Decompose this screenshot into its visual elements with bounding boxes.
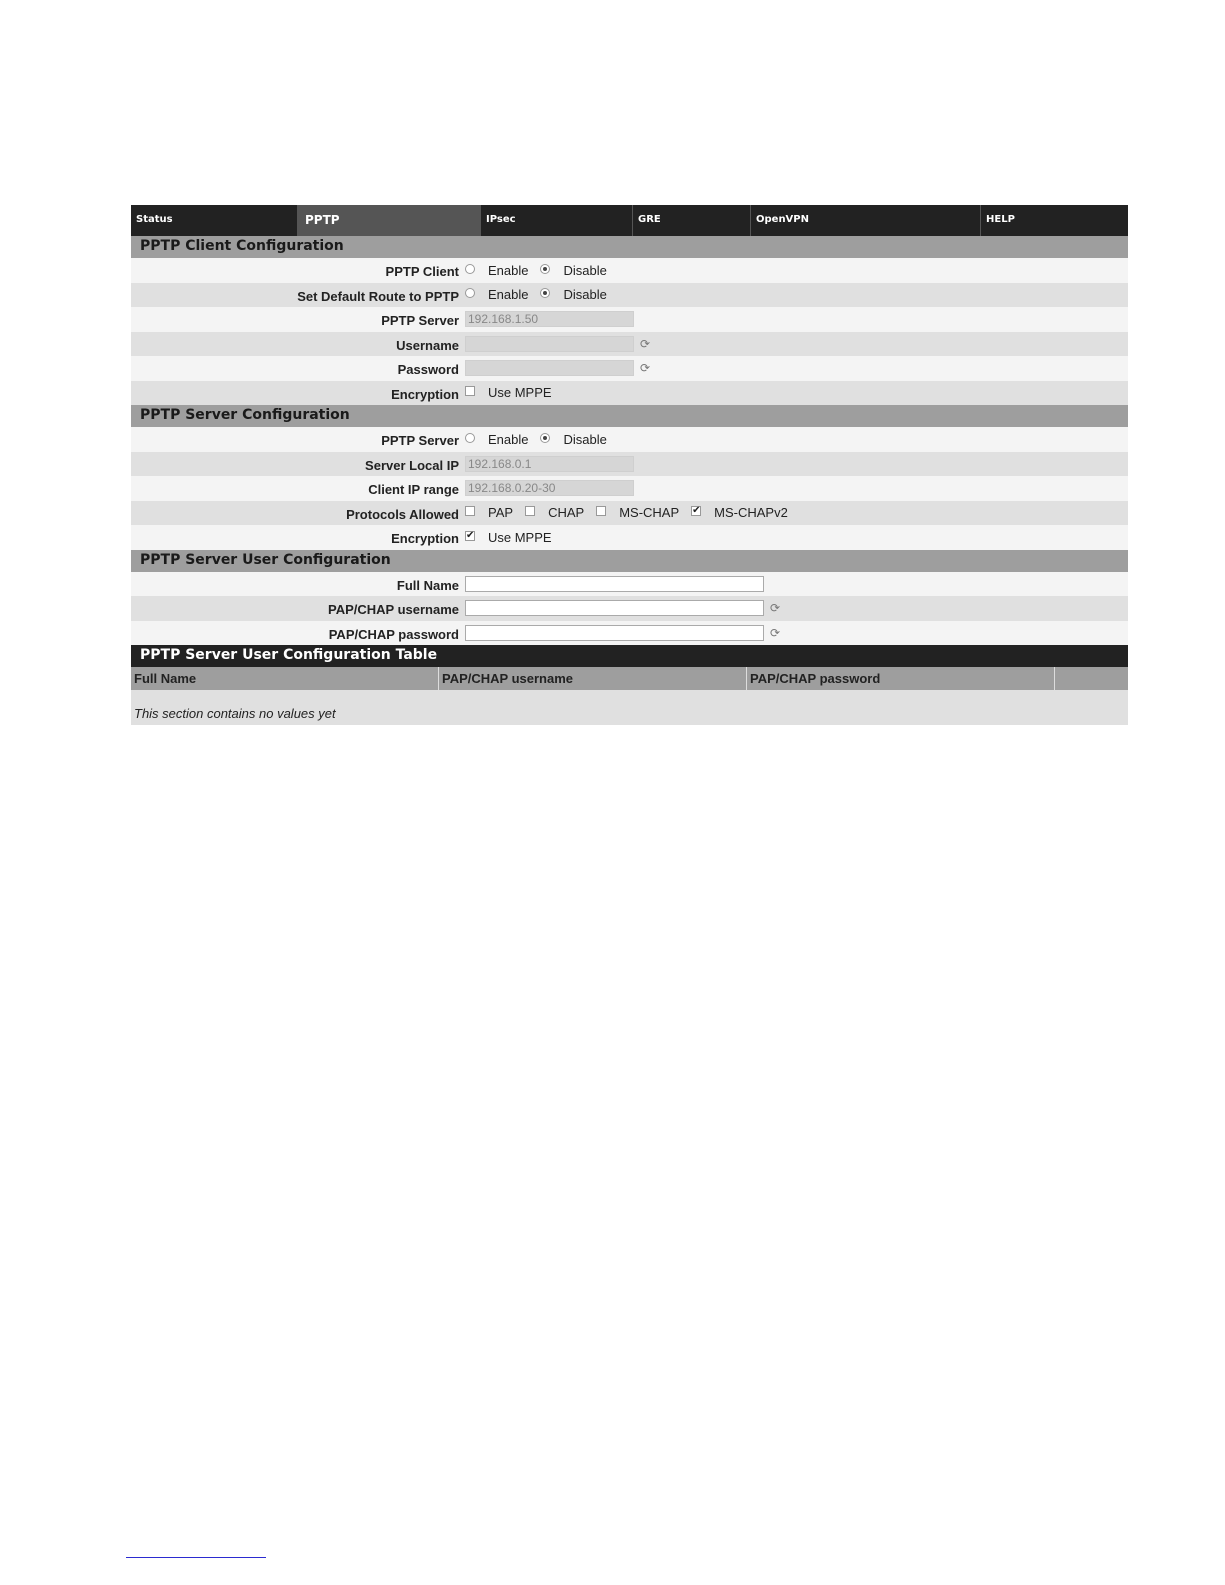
pptp-client-disable-text: Disable xyxy=(563,262,607,278)
default-route-disable-radio[interactable] xyxy=(540,288,550,298)
column-username: PAP/CHAP username xyxy=(439,667,747,690)
pap-chap-username-row xyxy=(131,596,1128,621)
pptp-client-section-header: PPTP Client Configuration xyxy=(131,236,1128,258)
tab-bar xyxy=(131,205,1128,236)
full-name-input[interactable] xyxy=(465,576,764,592)
tab-gre[interactable]: GRE xyxy=(633,205,751,236)
pptp-client-enable-radio[interactable] xyxy=(465,264,475,274)
client-use-mppe-checkbox[interactable] xyxy=(465,386,475,396)
full-name-label: Full Name xyxy=(396,577,459,593)
table-empty-message: This section contains no values yet xyxy=(131,690,1128,725)
tab-help[interactable]: HELP xyxy=(986,214,1015,225)
client-password-label: Password xyxy=(397,362,459,377)
pptp-client-label: PPTP Client xyxy=(385,264,459,279)
column-actions xyxy=(1055,667,1128,690)
client-username-row xyxy=(131,332,1128,357)
ms-chap-text: MS-CHAP xyxy=(619,505,680,520)
server-encryption-label: Encryption xyxy=(391,531,459,546)
client-encryption-row xyxy=(131,381,1128,406)
refresh-icon[interactable]: ⟳ xyxy=(770,601,781,615)
default-route-enable-text: Enable xyxy=(488,287,529,302)
client-username-input[interactable] xyxy=(465,336,634,352)
default-route-enable-radio[interactable] xyxy=(465,288,475,298)
tab-ipsec[interactable]: IPsec xyxy=(481,205,633,236)
client-ip-range-row xyxy=(131,476,1128,501)
checkmark-icon: ✔ xyxy=(466,529,475,541)
client-pptp-server-row xyxy=(131,307,1128,332)
client-encryption-label: Encryption xyxy=(391,386,459,402)
refresh-icon[interactable]: ⟳ xyxy=(770,625,781,640)
client-ip-range-label: Client IP range xyxy=(368,482,459,497)
footnote-divider xyxy=(126,1557,266,1558)
pptp-client-row xyxy=(131,258,1128,283)
pap-chap-password-label: PAP/CHAP password xyxy=(328,626,459,642)
column-password: PAP/CHAP password xyxy=(747,667,1055,690)
server-local-ip-label: Server Local IP xyxy=(365,457,459,473)
client-ip-range-input[interactable]: 192.168.0.20-30 xyxy=(465,480,634,496)
user-table-header: PPTP Server User Configuration Table xyxy=(131,645,1128,667)
client-pptp-server-input[interactable]: 192.168.1.50 xyxy=(465,311,634,327)
client-pptp-server-label: PPTP Server xyxy=(381,313,459,328)
pap-text: PAP xyxy=(488,505,514,520)
server-encryption-row xyxy=(131,525,1128,550)
pptp-server-section-header: PPTP Server Configuration xyxy=(131,405,1128,427)
pap-chap-password-input[interactable] xyxy=(465,625,764,641)
checkmark-icon: ✔ xyxy=(692,505,701,516)
client-password-row xyxy=(131,356,1128,381)
server-local-ip-row xyxy=(131,452,1128,477)
tab-pptp[interactable]: PPTP xyxy=(298,205,481,236)
client-use-mppe-text: Use MPPE xyxy=(488,385,552,400)
default-route-row xyxy=(131,283,1128,308)
pptp-server-label: PPTP Server xyxy=(381,433,459,448)
pap-checkbox[interactable] xyxy=(465,506,475,516)
client-username-label: Username xyxy=(396,337,459,353)
default-route-label: Set Default Route to PPTP xyxy=(297,288,459,304)
pptp-server-disable-radio[interactable] xyxy=(540,433,550,443)
ms-chap-checkbox[interactable] xyxy=(596,506,606,516)
pptp-server-disable-text: Disable xyxy=(563,431,607,447)
server-use-mppe-checkbox[interactable] xyxy=(465,531,475,541)
client-password-input[interactable] xyxy=(465,360,634,376)
server-use-mppe-text: Use MPPE xyxy=(488,529,552,545)
user-table-columns xyxy=(131,667,1128,690)
pptp-client-disable-radio[interactable] xyxy=(540,264,550,274)
pptp-server-enable-text: Enable xyxy=(488,431,529,447)
user-config-section-header: PPTP Server User Configuration xyxy=(131,550,1128,572)
ms-chapv2-checkbox[interactable] xyxy=(691,506,701,516)
pap-chap-username-input[interactable] xyxy=(465,600,764,616)
pptp-server-enable-radio[interactable] xyxy=(465,433,475,443)
server-local-ip-input[interactable]: 192.168.0.1 xyxy=(465,456,634,472)
tab-status[interactable]: Status xyxy=(131,205,298,236)
default-route-disable-text: Disable xyxy=(563,287,607,302)
ms-chapv2-text: MS-CHAPv2 xyxy=(714,505,788,520)
pptp-client-enable-text: Enable xyxy=(488,262,529,278)
pap-chap-password-row xyxy=(131,621,1128,646)
tab-openvpn[interactable]: OpenVPN xyxy=(751,205,981,236)
refresh-icon[interactable]: ⟳ xyxy=(640,336,651,351)
chap-text: CHAP xyxy=(548,505,585,520)
protocols-allowed-row xyxy=(131,501,1128,526)
vpn-settings-panel xyxy=(131,205,1128,725)
refresh-icon[interactable]: ⟳ xyxy=(640,361,651,375)
column-full-name: Full Name xyxy=(131,667,439,690)
pptp-server-row xyxy=(131,427,1128,452)
protocols-allowed-label: Protocols Allowed xyxy=(346,506,459,522)
full-name-row xyxy=(131,572,1128,597)
chap-checkbox[interactable] xyxy=(525,506,535,516)
pap-chap-username-label: PAP/CHAP username xyxy=(327,602,459,617)
